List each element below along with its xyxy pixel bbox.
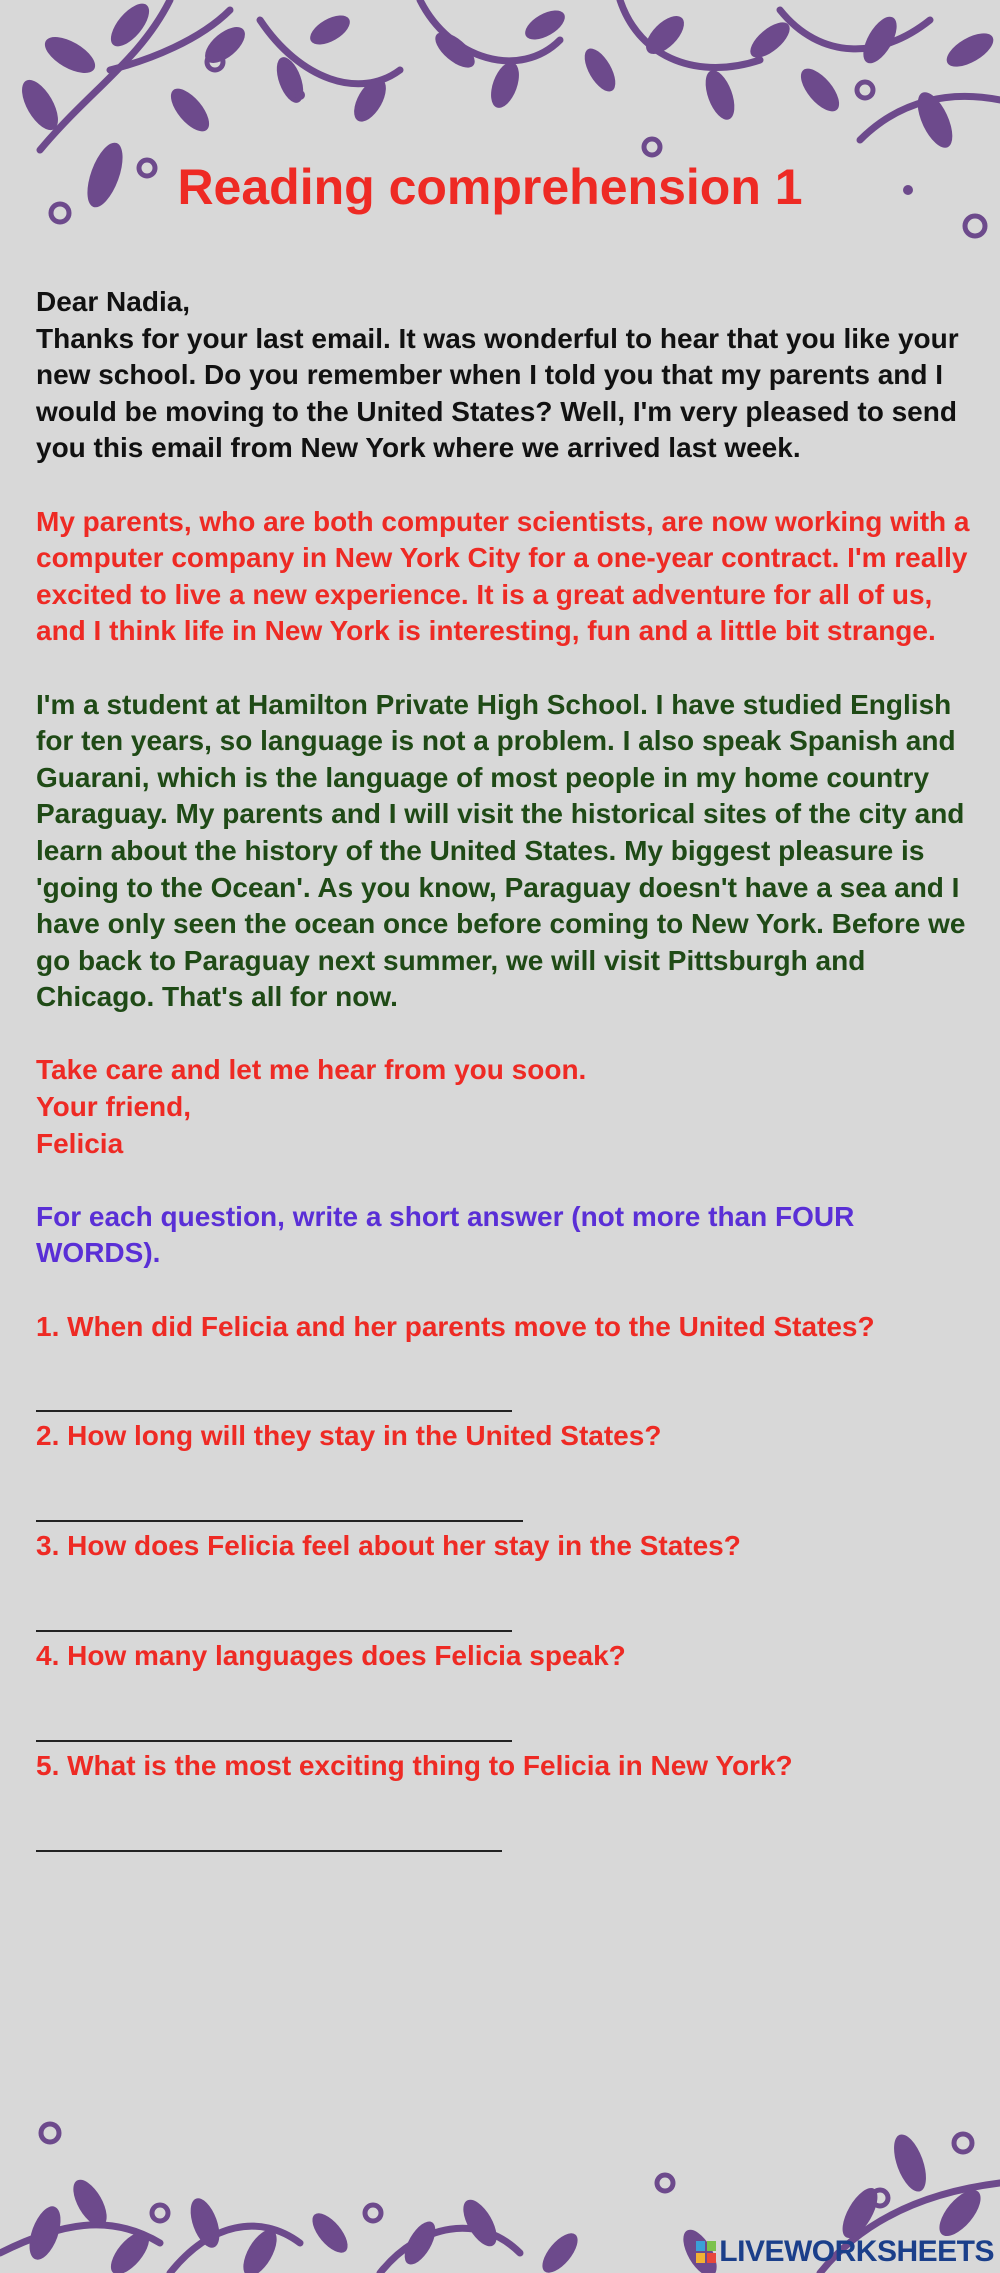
liveworksheets-logo[interactable] [696,2235,994,2269]
answer-line-1[interactable] [36,1382,971,1419]
liveworksheets-logo-icon [696,2241,716,2263]
page-title: Reading comprehension 1 [177,159,803,215]
letter-paragraph-2: My parents, who are both computer scientists, are now working with a computer company in New York City for a one-year contract. I'm really excited to live a new experience. It is a great adventure for all of us, and I think life in New York is interesting, fun and a little bit strange. [36,505,970,647]
letter-sign-off: Your friend, [36,1091,192,1123]
question-4: 4. How many languages does Felicia speak? [36,1639,626,1671]
letter-closing: Take care and let me hear from you soon. [36,1054,587,1086]
question-1: 1. When did Felicia and her parents move to the United States? [36,1310,875,1342]
answer-line-5[interactable] [36,1821,971,1858]
letter-signature: Felicia [36,1127,124,1159]
answer-line-4[interactable] [36,1711,971,1748]
worksheet-content [36,284,971,1858]
question-5: 5. What is the most exciting thing to Felicia in New York? [36,1749,793,1781]
letter-paragraph-1: Thanks for your last email. It was wonderful to hear that you like your new school. Do you remember when I told you that my parents and I would be moving to the United States? Well, I'm very pleased to send you this email from New York where we arrived last week. [36,322,959,464]
question-2: 2. How long will they stay in the United States? [36,1420,662,1452]
answer-line-3[interactable] [36,1601,971,1638]
instructions: For each question, write a short answer (not more than FOUR WORDS). [36,1200,855,1269]
letter-greeting: Dear Nadia, [36,286,191,317]
logo-text: LIVEWORKSHEETS [719,2235,994,2268]
letter-paragraph-3: I'm a student at Hamilton Private High School. I have studied English for ten years, so language is not a problem. I also speak Spanish and Guarani, which is the language of most people in my home country Paraguay. My parents and I will visit the historical sites of the city and learn about the history of the United States. My biggest pleasure is 'going to the Ocean'. As you know, Paraguay doesn't have a sea and I have only seen the ocean once before coming to New York. Before we go back to Paraguay next summer, we will visit Pittsburgh and Chicago. That's all for now. [36,688,966,1013]
answer-line-2[interactable] [36,1492,971,1529]
question-3: 3. How does Felicia feel about her stay in the States? [36,1530,741,1562]
